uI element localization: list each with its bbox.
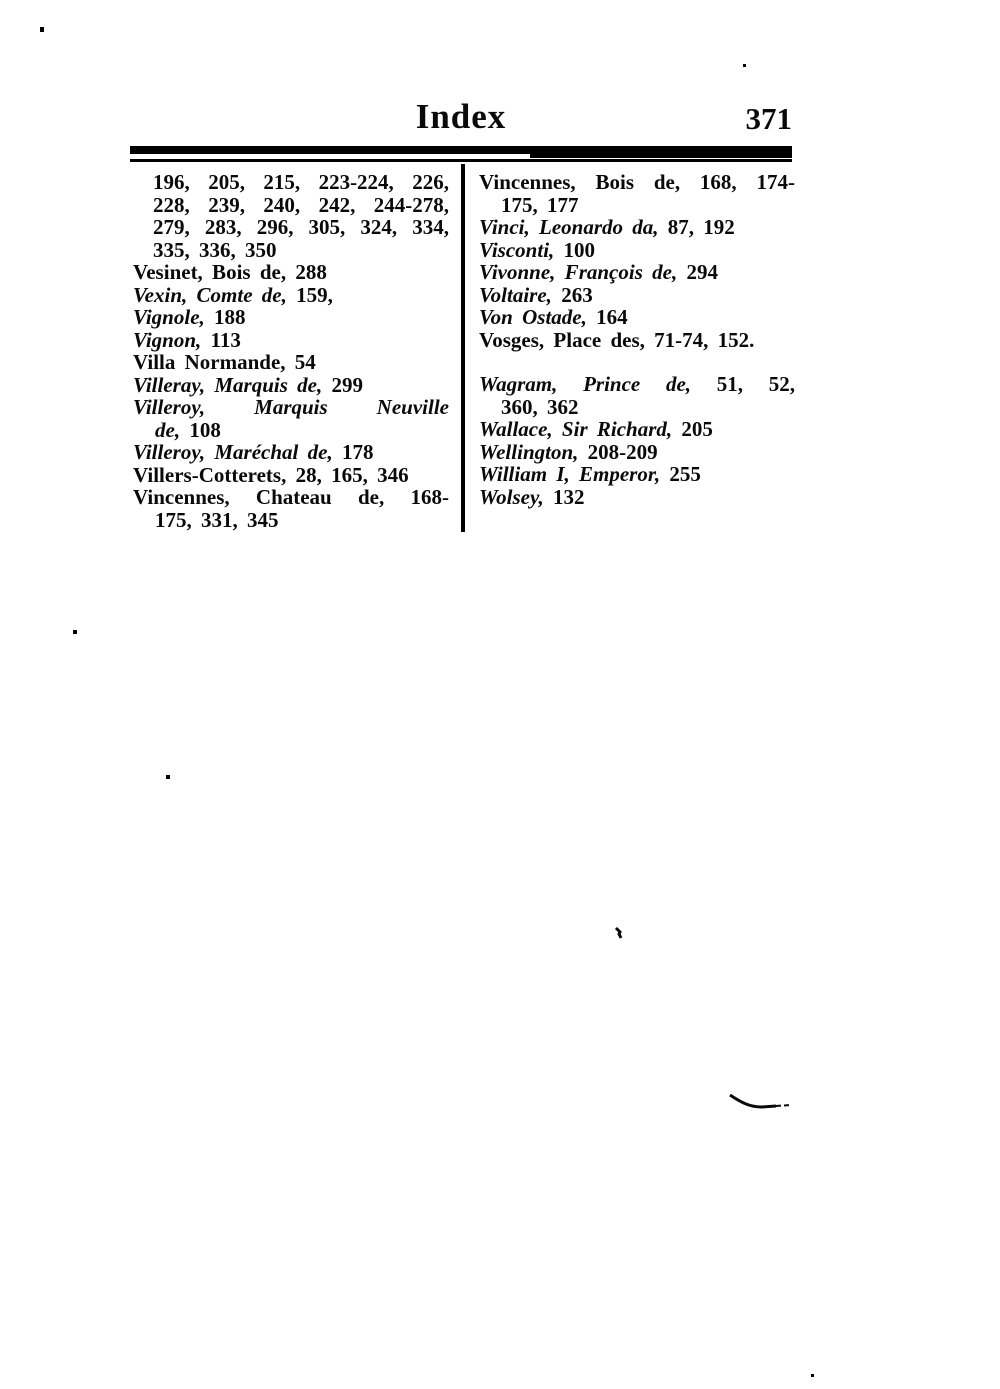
index-entry-line [133,261,449,284]
index-refs: 100 [554,237,596,262]
index-entry-line [133,441,449,464]
index-entry [479,418,795,441]
index-refs: 299 [322,372,363,397]
index-entry-line [479,216,795,239]
index-entry [133,464,449,487]
index-entry-line [133,306,449,329]
index-term: Wagram, Prince de, [479,372,692,396]
index-refs: Villers-Cotterets, 28, 165, 346 [133,462,409,487]
index-term: Vivonne, François de, [479,260,678,284]
index-entry [479,216,795,239]
scan-zigzag-mark [614,927,624,940]
index-entry-line [133,419,449,442]
index-refs: Villa Normande, 54 [133,350,316,374]
index-entry-line [479,284,795,307]
index-refs: 164 [586,305,628,329]
index-entry-line [479,171,795,194]
index-refs: 360, 362 [501,394,579,419]
index-entry-line [479,373,795,396]
index-entry-line [479,261,795,284]
index-term: Von Ostade, [479,305,587,329]
index-refs: 87, 192 [658,215,735,239]
index-refs: 51, 52, [691,372,795,396]
index-entry-line [133,329,449,352]
index-term: Vexin, Comte de, [133,282,287,307]
index-entry-line [133,374,449,397]
index-entry-line [133,396,449,419]
index-refs: 188 [204,305,246,329]
page-title: Index [415,97,507,136]
index-entry-line [133,194,449,217]
index-entry-line [133,509,449,532]
column-divider-rule [461,164,465,532]
index-entry [479,486,795,509]
index-entry [479,463,795,486]
index-entry [479,171,795,216]
index-entry [133,171,449,261]
index-refs: 196, 205, 215, 223-224, 226, [153,170,449,194]
index-entry-line [479,418,795,441]
index-refs: 208-209 [578,439,658,464]
index-column-right [479,171,795,508]
index-refs: 228, 239, 240, 242, 244-278, [153,192,449,217]
index-entry-line [133,284,449,307]
index-refs: 335, 336, 350 [153,237,277,262]
scan-speck [811,1374,814,1377]
index-entry-line [479,396,795,419]
index-entry-line [133,171,449,194]
index-term: Villeroy, Marquis Neuville [133,395,449,419]
index-refs: 132 [543,484,585,509]
index-entry [133,284,449,307]
index-refs: Vesinet, Bois de, 288 [133,260,327,284]
index-entry [479,441,795,464]
index-term: de, [155,417,181,442]
index-term: Visconti, [479,237,555,262]
header-rule-ink-blot [530,153,792,158]
index-entry-line [133,239,449,262]
index-refs: 108 [180,417,221,442]
index-term: Vignon, [133,327,202,352]
index-term: Voltaire, [479,282,552,307]
index-refs: 279, 283, 296, 305, 324, 334, [153,215,449,239]
index-entry-line [479,463,795,486]
index-refs: Vincennes, Bois de, 168, 174- [479,170,795,194]
index-entry [133,486,449,531]
index-entry-line [479,239,795,262]
index-entry-line [479,329,795,352]
index-entry [133,329,449,352]
index-entry-line [479,306,795,329]
index-entry [133,374,449,397]
index-refs: Vosges, Place des, 71-74, 152. [479,327,755,352]
index-term: Villeray, Marquis de, [133,372,323,397]
index-entry-line [479,441,795,464]
index-term: Wolsey, [479,484,544,509]
index-term: Wellington, [479,439,579,464]
index-entry-line [133,486,449,509]
index-term: William I, Emperor, [479,462,661,486]
index-entry [479,306,795,329]
index-entry [133,441,449,464]
scan-speck [40,27,44,32]
scan-stroke-mark [728,1091,794,1113]
index-column-left [133,171,449,531]
index-term: Vinci, Leonardo da, [479,215,659,239]
index-entry-line [479,486,795,509]
index-entry [479,261,795,284]
index-entry-line [133,464,449,487]
index-refs: Vincennes, Chateau de, 168- [133,485,449,509]
index-term: Vignole, [133,305,205,329]
index-entry [133,351,449,374]
index-refs: 255 [660,462,701,486]
index-refs: 178 [332,440,374,464]
index-entry-line [133,351,449,374]
index-term: Wallace, Sir Richard, [479,417,673,441]
index-entry [479,373,795,418]
scan-speck [166,775,170,779]
index-entry [479,329,795,352]
scan-speck [73,630,77,634]
index-entry-line [133,216,449,239]
index-refs: 294 [677,260,718,284]
index-refs: 113 [201,327,241,352]
index-refs: 175, 177 [501,192,579,217]
index-entry-line [479,194,795,217]
index-refs: 175, 331, 345 [155,507,279,532]
index-refs: 205 [672,417,713,441]
index-entry [479,284,795,307]
index-refs: 263 [551,282,593,307]
index-entry [133,261,449,284]
index-entry [133,306,449,329]
scan-speck [743,64,746,67]
index-refs: 159, [286,282,333,307]
page-number: 371 [745,101,792,136]
index-entry [133,396,449,441]
index-entry [479,239,795,262]
index-term: Villeroy, Maréchal de, [133,440,333,464]
